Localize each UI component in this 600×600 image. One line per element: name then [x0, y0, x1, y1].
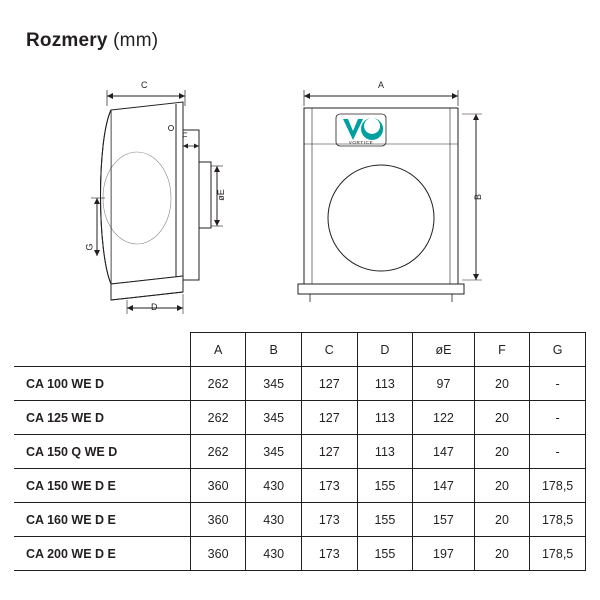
- table-row: [14, 401, 586, 435]
- cell-g: -: [530, 367, 586, 401]
- cell-oe: 147: [413, 435, 475, 469]
- cell-model: CA 160 WE D E: [14, 503, 190, 537]
- cell-a: 262: [190, 367, 246, 401]
- cell-g: 178,5: [530, 469, 586, 503]
- dim-label-a: A: [378, 80, 385, 90]
- table-row: [14, 537, 586, 571]
- cell-oe: 122: [413, 401, 475, 435]
- cell-g: -: [530, 401, 586, 435]
- table-row: [14, 469, 586, 503]
- cell-model: CA 125 WE D: [14, 401, 190, 435]
- cell-d: 155: [357, 469, 413, 503]
- cell-model: CA 100 WE D: [14, 367, 190, 401]
- table-header-row: [14, 333, 586, 367]
- cell-g: 178,5: [530, 503, 586, 537]
- page-title-unit: (mm): [113, 30, 159, 51]
- cell-model: CA 200 WE D E: [14, 537, 190, 571]
- svg-text:VORTICE: VORTICE: [348, 140, 374, 145]
- table-header-a: A: [190, 333, 246, 367]
- cell-b: 430: [246, 469, 302, 503]
- cell-c: 127: [302, 401, 358, 435]
- cell-d: 113: [357, 401, 413, 435]
- cell-b: 430: [246, 503, 302, 537]
- dim-label-f: F: [182, 131, 188, 141]
- cell-f: 20: [474, 401, 530, 435]
- cell-f: 20: [474, 367, 530, 401]
- side-view-drawing: [75, 70, 255, 325]
- table-row: [14, 435, 586, 469]
- cell-c: 173: [302, 503, 358, 537]
- cell-a: 262: [190, 435, 246, 469]
- page-title-main: Rozmery: [26, 30, 108, 51]
- cell-d: 155: [357, 537, 413, 571]
- cell-a: 360: [190, 469, 246, 503]
- dimensions-table: [14, 332, 586, 571]
- page-title: [26, 30, 158, 52]
- cell-f: 20: [474, 469, 530, 503]
- cell-oe: 197: [413, 537, 475, 571]
- cell-d: 155: [357, 503, 413, 537]
- dim-label-g: G: [84, 243, 95, 251]
- cell-g: -: [530, 435, 586, 469]
- cell-model: CA 150 WE D E: [14, 469, 190, 503]
- cell-oe: 157: [413, 503, 475, 537]
- technical-drawings: [0, 62, 600, 320]
- table-header-d: D: [357, 333, 413, 367]
- table-header-oe: øE: [413, 333, 475, 367]
- cell-a: 360: [190, 537, 246, 571]
- table-row: [14, 503, 586, 537]
- dim-label-c: C: [141, 80, 148, 90]
- cell-oe: 147: [413, 469, 475, 503]
- side-view-svg: [75, 70, 255, 320]
- dim-label-d: D: [151, 302, 158, 312]
- cell-b: 345: [246, 435, 302, 469]
- table-header-g: G: [530, 333, 586, 367]
- table-row: [14, 367, 586, 401]
- cell-c: 173: [302, 469, 358, 503]
- cell-c: 127: [302, 435, 358, 469]
- dim-label-oe: øE: [215, 189, 226, 201]
- cell-f: 20: [474, 503, 530, 537]
- cell-d: 113: [357, 367, 413, 401]
- table-header-b: B: [246, 333, 302, 367]
- cell-c: 127: [302, 367, 358, 401]
- cell-g: 178,5: [530, 537, 586, 571]
- cell-b: 430: [246, 537, 302, 571]
- cell-b: 345: [246, 367, 302, 401]
- cell-d: 113: [357, 435, 413, 469]
- cell-b: 345: [246, 401, 302, 435]
- cell-a: 360: [190, 503, 246, 537]
- cell-f: 20: [474, 435, 530, 469]
- table-header-c: C: [302, 333, 358, 367]
- cell-oe: 97: [413, 367, 475, 401]
- dim-label-b: B: [473, 193, 484, 201]
- cell-a: 262: [190, 401, 246, 435]
- table-header-f: F: [474, 333, 530, 367]
- cell-c: 173: [302, 537, 358, 571]
- front-view-drawing: [280, 70, 510, 325]
- cell-model: CA 150 Q WE D: [14, 435, 190, 469]
- cell-f: 20: [474, 537, 530, 571]
- table-header-model: [14, 333, 190, 367]
